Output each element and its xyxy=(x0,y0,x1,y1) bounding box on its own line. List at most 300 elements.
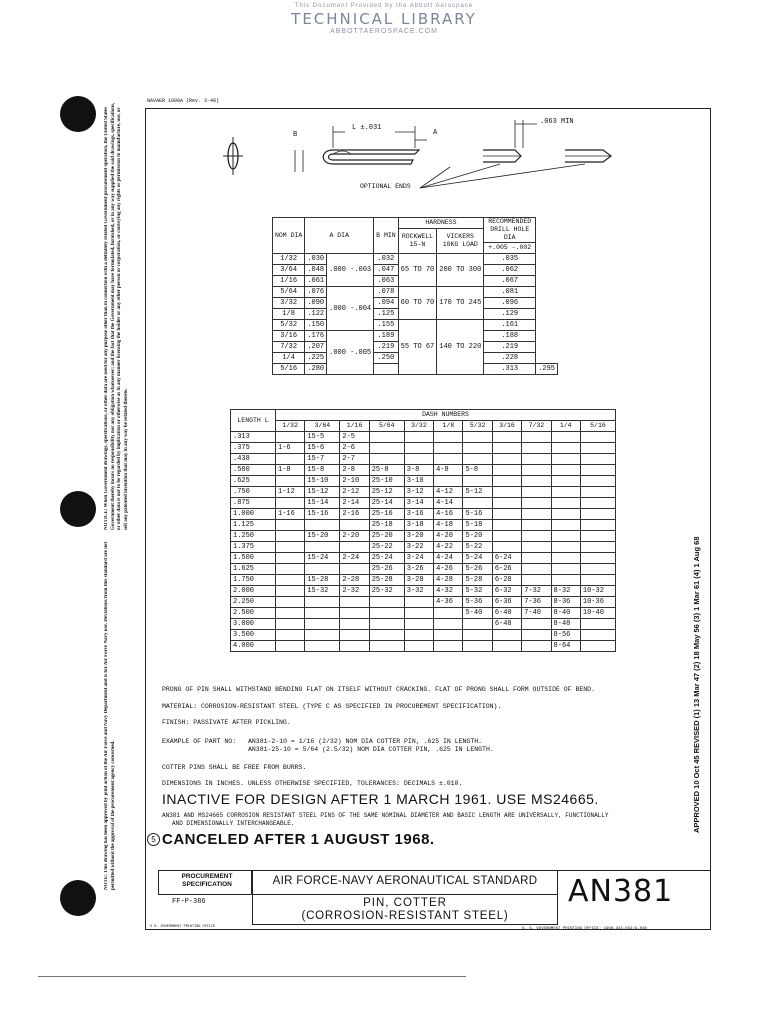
dash-cell xyxy=(492,641,521,652)
dash-cell: 1-6 xyxy=(276,443,305,454)
dash-cell: 5-18 xyxy=(463,520,492,531)
dash-cell: 4-26 xyxy=(434,564,463,575)
dash-col-header: 5/32 xyxy=(463,421,492,432)
nom-dia-cell: 1/32 xyxy=(273,254,305,265)
dash-cell xyxy=(551,443,580,454)
nom-dia-cell: 1/8 xyxy=(273,309,305,320)
dash-row xyxy=(231,586,616,597)
dash-cell xyxy=(276,553,305,564)
dash-cell xyxy=(522,443,551,454)
note-interchange-1: AN381 AND MS24665 CORROSION RESISTANT STEEL PINS OF THE SAME NOMINAL DIAMETER AND BASIC LENGTH ARE UNIVERSALLY, FUNCTIONALLY xyxy=(162,812,609,819)
dash-cell: 5-28 xyxy=(463,575,492,586)
dash-cell: 25-32 xyxy=(369,586,404,597)
length-cell: 1.250 xyxy=(231,531,276,542)
length-cell: 1.375 xyxy=(231,542,276,553)
dash-cell xyxy=(276,520,305,531)
dash-cell xyxy=(369,608,404,619)
dash-cell: 25-14 xyxy=(369,498,404,509)
dash-cell xyxy=(522,476,551,487)
dash-cell xyxy=(434,608,463,619)
dash-row xyxy=(231,630,616,641)
bottom-rule xyxy=(38,976,466,977)
dash-cell: 8-40 xyxy=(551,608,580,619)
dash-col-header: 5/16 xyxy=(580,421,615,432)
drill-cell: .219 xyxy=(484,342,536,353)
dash-cell: 3-10 xyxy=(404,476,433,487)
dash-cell: 2-14 xyxy=(340,498,369,509)
dash-cell: 10-40 xyxy=(580,608,615,619)
approval-strip xyxy=(688,505,710,835)
nom-dia-cell: 7/32 xyxy=(273,342,305,353)
a-tolerance-cell xyxy=(374,364,399,375)
dash-cell: 5-16 xyxy=(463,509,492,520)
dash-col-header: 5/64 xyxy=(369,421,404,432)
dash-cell: 6-26 xyxy=(492,564,521,575)
dash-cell xyxy=(551,476,580,487)
dash-cell: 25-22 xyxy=(369,542,404,553)
dash-cell: 2-8 xyxy=(340,465,369,476)
dash-cell xyxy=(580,509,615,520)
note-example-label: EXAMPLE OF PART NO: xyxy=(162,738,237,745)
dash-col-header: 3/16 xyxy=(492,421,521,432)
dash-cell: 2-5 xyxy=(340,432,369,443)
dash-cell xyxy=(492,432,521,443)
a-dia-cell: .061 xyxy=(305,276,327,287)
dash-col-header: 3/64 xyxy=(305,421,340,432)
revision-mark: 5 xyxy=(147,833,160,846)
dash-row xyxy=(231,597,616,608)
drill-cell: .188 xyxy=(484,331,536,342)
dash-cell xyxy=(580,498,615,509)
dash-cell: 3-26 xyxy=(404,564,433,575)
dash-cell xyxy=(463,454,492,465)
b-min-cell: .313 xyxy=(484,364,536,375)
dash-row xyxy=(231,498,616,509)
dash-cell xyxy=(340,520,369,531)
a-dia-cell: .280 xyxy=(305,364,327,375)
nom-dia-cell: 1/16 xyxy=(273,276,305,287)
dash-cell xyxy=(522,487,551,498)
length-cell: .750 xyxy=(231,487,276,498)
drill-cell: .161 xyxy=(484,320,536,331)
dash-cell xyxy=(580,476,615,487)
form-number: NAVAER 1000A (Rev. 3-48) xyxy=(147,98,220,104)
watermark-title: TECHNICAL LIBRARY xyxy=(291,10,477,28)
header-vickers: VICKERS 10KG LOAD xyxy=(437,229,484,254)
a-dia-cell: .176 xyxy=(305,331,327,342)
dash-row xyxy=(231,443,616,454)
dash-cell: 5-36 xyxy=(463,597,492,608)
dash-cell: 1-8 xyxy=(276,465,305,476)
rockwell-cell: 65 TO 70 xyxy=(398,254,437,287)
dash-cell xyxy=(522,619,551,630)
dash-cell xyxy=(522,432,551,443)
drill-cell: .081 xyxy=(484,287,536,298)
dash-cell xyxy=(551,564,580,575)
dash-cell xyxy=(305,641,340,652)
dash-cell xyxy=(434,641,463,652)
drill-cell: .228 xyxy=(484,353,536,364)
a-tolerance-cell: .000 -.005 xyxy=(327,331,374,375)
dash-row xyxy=(231,641,616,652)
drill-cell: .035 xyxy=(484,254,536,265)
header-drill-tol: +.005 -.002 xyxy=(484,243,536,254)
drill-cell: .129 xyxy=(484,309,536,320)
dash-row xyxy=(231,487,616,498)
dash-cell: 2-10 xyxy=(340,476,369,487)
procurement-spec: FF-P-386 xyxy=(172,898,206,906)
b-min-cell: .047 xyxy=(374,265,399,276)
standard-title: AIR FORCE-NAVY AERONAUTICAL STANDARD xyxy=(272,875,538,887)
dash-cell xyxy=(522,641,551,652)
dash-cell xyxy=(404,641,433,652)
rockwell-cell: 55 TO 67 xyxy=(398,320,437,375)
dash-cell xyxy=(434,630,463,641)
dash-cell: 25-24 xyxy=(369,553,404,564)
a-dia-cell: .150 xyxy=(305,320,327,331)
a-tolerance-cell: .000 -.004 xyxy=(327,287,374,331)
dash-col-header: 1/8 xyxy=(434,421,463,432)
header-nom-dia: NOM DIA xyxy=(273,218,305,254)
dash-cell xyxy=(580,520,615,531)
dash-cell xyxy=(434,454,463,465)
size-row xyxy=(273,320,558,331)
dash-cell xyxy=(276,531,305,542)
a-dia-cell: .122 xyxy=(305,309,327,320)
dash-cell xyxy=(580,443,615,454)
dash-cell: 15-14 xyxy=(305,498,340,509)
dash-cell: 8-32 xyxy=(551,586,580,597)
dash-cell xyxy=(404,443,433,454)
dash-cell: 1-16 xyxy=(276,509,305,520)
dash-cell xyxy=(522,564,551,575)
dash-cell xyxy=(551,542,580,553)
dash-cell: 15-6 xyxy=(305,443,340,454)
optional-ends-label: OPTIONAL ENDS xyxy=(360,183,411,190)
dash-cell xyxy=(492,531,521,542)
footer-right: U. S. GOVERNMENT PRINTING OFFICE: 1968-343-032/A-048 xyxy=(522,927,647,931)
part-name-1: PIN, COTTER xyxy=(363,897,447,909)
dash-cell: 7-32 xyxy=(522,586,551,597)
dash-cell: 4-20 xyxy=(434,531,463,542)
watermark-url: ABBOTTAEROSPACE.COM xyxy=(330,28,438,35)
dash-row xyxy=(231,553,616,564)
dash-cell xyxy=(340,630,369,641)
punch-hole-middle xyxy=(60,491,96,527)
dash-cell xyxy=(305,630,340,641)
dash-cell xyxy=(551,498,580,509)
dash-cell: 2-20 xyxy=(340,531,369,542)
dash-cell: 10-32 xyxy=(580,586,615,597)
dash-cell: 8-48 xyxy=(551,619,580,630)
length-cell: 1.625 xyxy=(231,564,276,575)
dash-cell: 4-16 xyxy=(434,509,463,520)
dash-cell xyxy=(404,454,433,465)
dash-cell xyxy=(340,564,369,575)
b-min-cell: .189 xyxy=(374,331,399,342)
dash-cell xyxy=(522,498,551,509)
approval-history: APPROVED 10 Oct 45 REVISED (1) 13 Mar 47 (2) 18 May 56 (3) 1 Mar 61 (4) 1 Aug 68 xyxy=(692,536,701,833)
dash-cell xyxy=(463,476,492,487)
header-length: LENGTH L xyxy=(231,410,276,432)
dash-cell: 15-20 xyxy=(305,531,340,542)
dash-cell xyxy=(369,432,404,443)
note-material: MATERIAL: CORROSION-RESISTANT STEEL (TYPE C AS SPECIFIED IN PROCUREMENT SPECIFICATION). xyxy=(162,703,502,710)
dash-cell: 15-12 xyxy=(305,487,340,498)
dash-cell: 15-16 xyxy=(305,509,340,520)
length-cell: .438 xyxy=(231,454,276,465)
dash-cell xyxy=(463,641,492,652)
a-dia-cell: .076 xyxy=(305,287,327,298)
dim-b-label: B xyxy=(293,131,298,139)
nom-dia-cell: 1/4 xyxy=(273,353,305,364)
dash-cell: 15-10 xyxy=(305,476,340,487)
dash-cell xyxy=(522,509,551,520)
dash-cell xyxy=(492,520,521,531)
dash-cell: 7-36 xyxy=(522,597,551,608)
dash-col-header: 3/32 xyxy=(404,421,433,432)
dash-cell xyxy=(305,597,340,608)
dash-cell xyxy=(340,597,369,608)
dash-cell: 6-28 xyxy=(492,575,521,586)
note-example-1: AN381-2-10 = 1/16 (2/32) NOM DIA COTTER PIN, .625 IN LENGTH. xyxy=(248,738,483,745)
dash-cell: 15-7 xyxy=(305,454,340,465)
dash-col-header: 1/32 xyxy=(276,421,305,432)
dash-row xyxy=(231,509,616,520)
b-min-cell: .094 xyxy=(374,298,399,309)
length-cell: .375 xyxy=(231,443,276,454)
dash-cell xyxy=(463,630,492,641)
dash-cell xyxy=(551,432,580,443)
header-rockwell: ROCKWELL 15-N xyxy=(398,229,437,254)
note-interchange-2: AND DIMENSIONALLY INTERCHANGEABLE. xyxy=(172,820,295,827)
dash-cell: 25-16 xyxy=(369,509,404,520)
dash-cell xyxy=(580,531,615,542)
dash-cell xyxy=(369,630,404,641)
leader-3 xyxy=(420,164,585,188)
dash-cell xyxy=(492,443,521,454)
dash-cell: 3-24 xyxy=(404,553,433,564)
dash-cell xyxy=(492,542,521,553)
a-dia-cell: .225 xyxy=(305,353,327,364)
dash-cell: 4-36 xyxy=(434,597,463,608)
dash-row xyxy=(231,476,616,487)
dash-cell xyxy=(492,498,521,509)
rockwell-cell: 60 TO 70 xyxy=(398,287,437,320)
vickers-cell: 200 TO 300 xyxy=(437,254,484,287)
dash-cell: 3-8 xyxy=(404,465,433,476)
b-min-cell: .125 xyxy=(374,309,399,320)
length-cell: 2.000 xyxy=(231,586,276,597)
a-tolerance-cell: .000 -.003 xyxy=(327,254,374,287)
dash-cell xyxy=(305,542,340,553)
a-dia-cell: .048 xyxy=(305,265,327,276)
dash-cell: 15-8 xyxy=(305,465,340,476)
dash-cell: 8-64 xyxy=(551,641,580,652)
dash-cell: 8-56 xyxy=(551,630,580,641)
nom-dia-cell: 5/16 xyxy=(273,364,305,375)
dash-cell xyxy=(492,465,521,476)
a-dia-cell: .207 xyxy=(305,342,327,353)
leader-1 xyxy=(420,167,450,188)
vickers-cell: 140 TO 220 xyxy=(437,320,484,375)
dash-cell: 5-40 xyxy=(463,608,492,619)
dash-cell xyxy=(580,432,615,443)
dash-cell xyxy=(404,432,433,443)
dash-cell xyxy=(551,575,580,586)
dash-cell: 2-7 xyxy=(340,454,369,465)
dash-cell xyxy=(276,476,305,487)
length-cell: .313 xyxy=(231,432,276,443)
note-strip xyxy=(104,535,140,890)
dash-cell xyxy=(522,465,551,476)
dash-cell xyxy=(580,487,615,498)
nom-dia-cell: 3/64 xyxy=(273,265,305,276)
dash-row xyxy=(231,465,616,476)
size-table xyxy=(272,217,558,375)
dash-cell: 4-8 xyxy=(434,465,463,476)
dash-row xyxy=(231,542,616,553)
dash-row xyxy=(231,432,616,443)
dash-cell: 3-28 xyxy=(404,575,433,586)
b-min-cell: .078 xyxy=(374,287,399,298)
length-cell: .875 xyxy=(231,498,276,509)
dash-cell: 25-20 xyxy=(369,531,404,542)
note-prong: PRONG OF PIN SHALL WITHSTAND BENDING FLAT ON ITSELF WITHOUT CRACKING. FLAT OF PRONG SHALL FORM OUTSIDE OF BEND. xyxy=(162,686,595,693)
part-number: AN381 xyxy=(568,874,674,909)
dash-cell xyxy=(463,498,492,509)
dash-cell: 4-14 xyxy=(434,498,463,509)
dash-cell: 5-20 xyxy=(463,531,492,542)
dash-cell xyxy=(580,630,615,641)
dash-cell: 15-28 xyxy=(305,575,340,586)
vickers-cell: 170 TO 245 xyxy=(437,287,484,320)
dash-cell: 3-20 xyxy=(404,531,433,542)
note-dimensions: DIMENSIONS IN INCHES. UNLESS OTHERWISE SPECIFIED, TOLERANCES: DECIMALS ±.010. xyxy=(162,780,463,787)
dash-cell: 5-22 xyxy=(463,542,492,553)
dash-cell xyxy=(551,509,580,520)
dash-table xyxy=(230,409,616,652)
header-b-min: B MIN xyxy=(374,218,399,254)
dash-cell xyxy=(492,454,521,465)
leader-2 xyxy=(420,164,500,188)
dash-cell: 25-26 xyxy=(369,564,404,575)
nom-dia-cell: 3/16 xyxy=(273,331,305,342)
dash-cell: 2-16 xyxy=(340,509,369,520)
dash-cell: 3-18 xyxy=(404,520,433,531)
dash-cell: 6-36 xyxy=(492,597,521,608)
dash-cell xyxy=(276,542,305,553)
dash-cell xyxy=(404,619,433,630)
dash-cell: 2-12 xyxy=(340,487,369,498)
dash-row xyxy=(231,520,616,531)
dash-cell: 5-32 xyxy=(463,586,492,597)
length-cell: 3.500 xyxy=(231,630,276,641)
dash-cell xyxy=(551,465,580,476)
dash-cell xyxy=(580,465,615,476)
dash-cell: 3-32 xyxy=(404,586,433,597)
length-cell: 2.500 xyxy=(231,608,276,619)
dash-cell xyxy=(463,619,492,630)
dash-cell xyxy=(463,443,492,454)
b-min-cell: .063 xyxy=(374,276,399,287)
dash-cell xyxy=(551,520,580,531)
dash-cell: 15-5 xyxy=(305,432,340,443)
dash-cell xyxy=(551,553,580,564)
dash-header-row xyxy=(231,421,616,432)
dash-cell: 10-36 xyxy=(580,597,615,608)
notice-strip xyxy=(104,100,140,530)
dash-cell xyxy=(492,630,521,641)
dash-cell: 3-16 xyxy=(404,509,433,520)
dash-cell xyxy=(580,564,615,575)
note-burrs: COTTER PINS SHALL BE FREE FROM BURRS. xyxy=(162,764,307,771)
dash-cell xyxy=(522,520,551,531)
dash-cell xyxy=(522,553,551,564)
dash-cell: 4-32 xyxy=(434,586,463,597)
dash-cell xyxy=(276,641,305,652)
dash-cell xyxy=(276,630,305,641)
dim-min-label: .063 MIN xyxy=(540,118,574,126)
dash-cell xyxy=(305,608,340,619)
dash-cell: 2-28 xyxy=(340,575,369,586)
dash-cell: 1-12 xyxy=(276,487,305,498)
dash-row xyxy=(231,608,616,619)
dash-cell: 4-24 xyxy=(434,553,463,564)
dash-cell: 4-28 xyxy=(434,575,463,586)
dash-cell xyxy=(580,454,615,465)
dash-col-header: 1/4 xyxy=(551,421,580,432)
dash-cell xyxy=(369,443,404,454)
dash-cell xyxy=(522,575,551,586)
note-example-2: AN381-25-10 = 5/64 (2.5/32) NOM DIA COTTER PIN, .625 IN LENGTH. xyxy=(248,746,494,753)
b-min-cell: .219 xyxy=(374,342,399,353)
dash-cell: 5-12 xyxy=(463,487,492,498)
dash-cell: 25-8 xyxy=(369,465,404,476)
size-table-body xyxy=(273,254,558,375)
note-finish: FINISH: PASSIVATE AFTER PICKLING. xyxy=(162,719,291,726)
dash-cell xyxy=(434,476,463,487)
b-min-cell: .250 xyxy=(374,353,399,364)
dash-cell: 25-10 xyxy=(369,476,404,487)
note-text: NOTE: This drawing has been approved by joint action of the Air Force and Navy Department and is for Air Force Navy use. Deviations from this standard are not permitted without the approval of the procurement agency concerned. xyxy=(104,541,116,890)
length-cell: 1.500 xyxy=(231,553,276,564)
dash-cell xyxy=(276,564,305,575)
length-cell: 4.000 xyxy=(231,641,276,652)
dash-cell: 4-12 xyxy=(434,487,463,498)
canceled-notice: CANCELED AFTER 1 AUGUST 1968. xyxy=(162,831,435,848)
dash-cell: 6-24 xyxy=(492,553,521,564)
dim-a-label: A xyxy=(433,129,438,137)
notice-text: NOTICE: When Government drawings, specifications, or other data are used for any purpose other than in connection with a definitely related Government procurement operation, the United States Government thereby incurs no responsibility nor any obligation whatsoever; and the fact that the Government may have formulated, furnished, or in any way supplied the said drawings, specifications, or other data is not to be regarded by implication or otherwise as in any manner licensing the holder or any other person or corporation, or conveying any rights or permission to manufacture, use, or sell any patented invention that may in any way be related thereto. xyxy=(104,102,129,530)
dash-cell xyxy=(340,608,369,619)
dash-cell xyxy=(404,597,433,608)
dash-cell xyxy=(551,454,580,465)
dash-cell: 25-12 xyxy=(369,487,404,498)
footer-left: U.S. GOVERNMENT PRINTING OFFICE xyxy=(150,925,216,929)
dash-cell xyxy=(404,608,433,619)
dash-cell: 8-36 xyxy=(551,597,580,608)
dash-cell xyxy=(580,542,615,553)
part-name-2: (CORROSION-RESISTANT STEEL) xyxy=(301,910,509,922)
dash-cell: 4-18 xyxy=(434,520,463,531)
dash-cell: 5-26 xyxy=(463,564,492,575)
dash-cell xyxy=(340,619,369,630)
dash-table-body xyxy=(231,432,616,652)
dash-cell xyxy=(276,498,305,509)
b-min-cell: .032 xyxy=(374,254,399,265)
dash-cell xyxy=(369,641,404,652)
